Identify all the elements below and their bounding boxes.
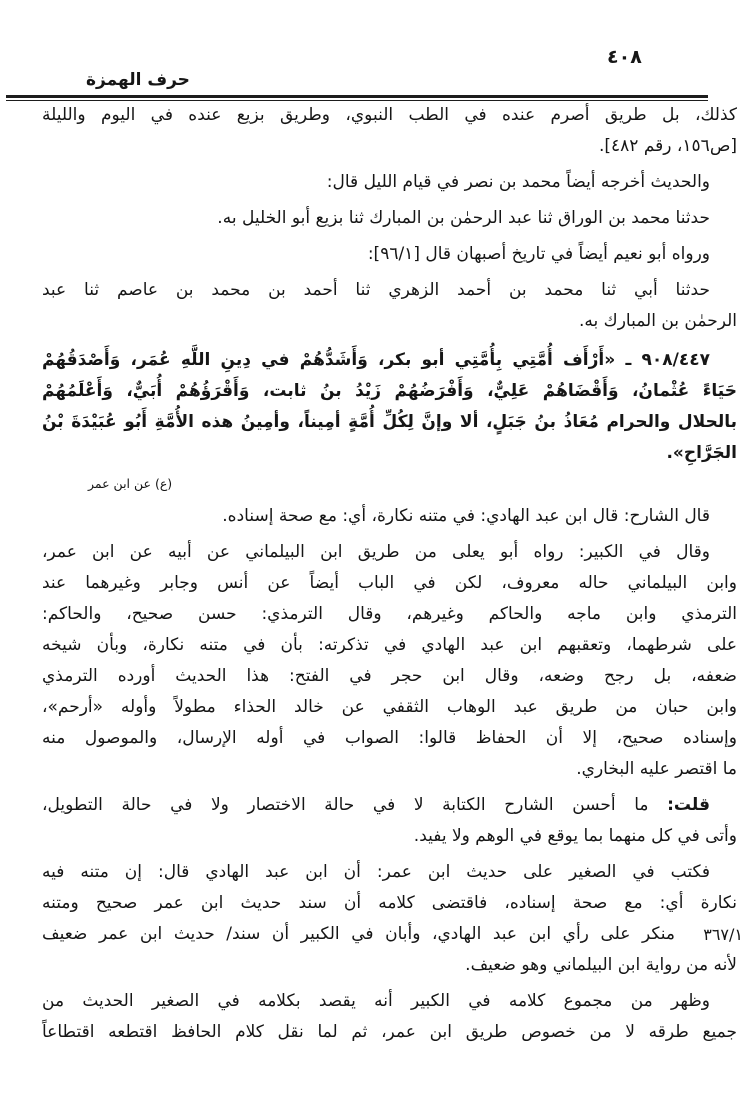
paragraph-continuation: [42, 100, 737, 162]
text-line: وقال في الكبير: رواه أبو يعلى من طريق ابن البيلماني عن أبيه عن ابن عمر،: [42, 542, 710, 562]
page-number: ٤٠٨: [607, 46, 642, 68]
page-body: [42, 100, 743, 1048]
text-segment: ما أحسن الشارح الكتابة لا في حالة الاختصار ولا في حالة التطويل،: [42, 795, 649, 815]
narrator-attribution: (ع) عن ابن عمر: [88, 476, 173, 491]
text-line: [42, 790, 737, 821]
text-line: قال الشارح: قال ابن عبد الهادي: في متنه نكارة، أي: مع صحة إسناده.: [222, 506, 710, 526]
hadith-number: ٩٠٨/٤٤٧: [641, 350, 711, 370]
hadith-block: [42, 345, 737, 469]
text-line: ما اقتصر عليه البخاري.: [576, 759, 737, 779]
hadith-text: «أَرْأَف أُمَّتِي بِأُمَّتِي أبو بكر، وَأَشَدُّهُمْ في دِينِ اللَّهِ عُمَر، وَأَصْدَقُهُمْ: [42, 350, 616, 370]
text-line: نكارة أي: مع صحة إسناده، فاقتضى كلامه أن سند حديث ابن عمر صحيح ومتنه: [42, 893, 737, 913]
paragraph-takhrij: [42, 239, 737, 270]
text-line: فكتب في الصغير على حديث ابن عمر: أن ابن عبد الهادي قال: إن متنه فيه: [42, 862, 710, 882]
text-line: حدثنا محمد بن الوراق ثنا عبد الرحمٰن بن المبارك ثنا بزيع أبو الخليل به.: [217, 208, 710, 228]
folio-reference: ٣٦٧/١: [703, 925, 743, 944]
paragraph-isnad: [42, 275, 737, 337]
text-line: الترمذي وابن ماجه والحاكم وغيرهم، وقال الترمذي: حسن صحيح، والحاكم:: [42, 604, 737, 624]
text-line: وإسناده صحيح، إلا أن الحفاظ قالوا: الصواب في أوله الإرسال، والموصول منه: [42, 728, 737, 748]
text-line: كذلك، بل طريق أصرم عنده في الطب النبوي، وطريق بزيع عنده في اليوم والليلة: [42, 105, 737, 125]
text-line: جميع طرقه لا من خصوص طريق ابن عمر، ثم لما نقل كلام الحافظ اقتطعه اقتطاعاً: [42, 1022, 737, 1042]
text-line: ضعفه، بل رجح وضعه، وقال ابن حجر في الفتح: هذا الحديث أورده الترمذي: [42, 666, 737, 686]
text-line: [ص١٥٦، رقم ٤٨٢].: [599, 136, 737, 156]
text-line: وابن البيلماني حاله معروف، لكن في الباب أيضاً عن أنس وجابر وغيرهما عند: [42, 573, 737, 593]
hadith-line: بالحلال والحرام مُعَاذُ بنُ جَبَلٍ، ألا وإنَّ لِكُلِّ أُمَّةٍ أمِيناً، وأمِينُ هذه الأُمَّةِ أَبُو عُبَيْدَةَ بْنُ: [42, 412, 737, 432]
text-line: منكر على رأي ابن عبد الهادي، وأبان في الكبير أن سند/ حديث ابن عمر ضعيف: [42, 924, 675, 944]
text-line: وظهر من مجموع كلامه في الكبير أنه يقصد بكلامه في الصغير الحديث من: [42, 991, 710, 1011]
text-line: على شرطهما، وتعقبهم ابن عبد الهادي في تذكرته: بأن في متنه نكارة، وبأن شيخه: [42, 635, 737, 655]
text-line: والحديث أخرجه أيضاً محمد بن نصر في قيام الليل قال:: [326, 172, 710, 192]
running-header-title: حرف الهمزة: [86, 70, 190, 90]
paragraph-author-comment: [42, 986, 737, 1048]
text-line: ورواه أبو نعيم أيضاً في تاريخ أصبهان قال [٩٦/١]:: [367, 244, 710, 264]
hadith-line: حَيَاءً عُثْمانُ، وَأَقْضَاهُمْ عَلِيٌّ، وَأَفْرَضُهُمْ زَيْدُ بنُ ثابت، وَأَقْرَؤُهُمْ أُبَيٌّ، وَأَعْلَمُهُمْ: [42, 381, 737, 401]
paragraph-author-comment: [42, 857, 743, 981]
paragraph-commentary: [42, 501, 737, 532]
text-line: الرحمٰن بن المبارك به.: [579, 311, 737, 331]
paragraph-author-comment: [42, 790, 737, 852]
paragraph-takhrij: [42, 167, 737, 198]
text-line: حدثنا أبي ثنا محمد بن أحمد الزهري ثنا أحمد بن محمد بن عاصم ثنا عبد: [42, 280, 710, 300]
qultu-lead: قلت:: [667, 795, 710, 815]
hadith-separator: ـ: [625, 350, 632, 370]
paragraph-isnad: [42, 203, 737, 234]
hadith-line: [42, 345, 737, 376]
hadith-line: الجَرَّاحِ».: [666, 443, 737, 463]
text-line: وأتى في كل منهما بما يوقع في الوهم ولا يفيد.: [413, 826, 737, 846]
paragraph-commentary: [42, 537, 737, 785]
text-line: وابن حبان من طريق عبد الوهاب الثقفي عن خالد الحذاء مطولاً وأوله «أرحم»،: [42, 697, 737, 717]
text-line: لأنه من رواية ابن البيلماني وهو ضعيف.: [465, 955, 737, 975]
